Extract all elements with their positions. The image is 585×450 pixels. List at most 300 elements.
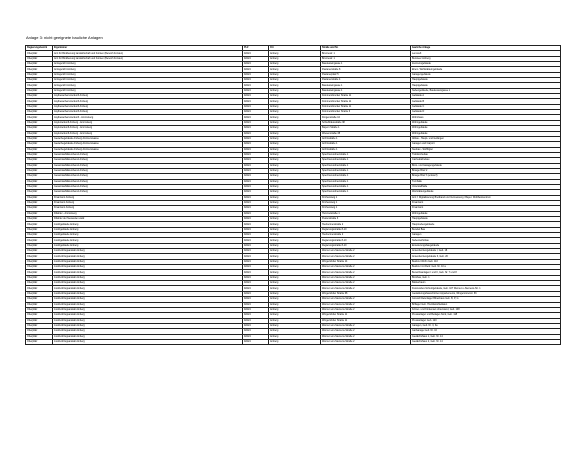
cell-regierungsbezirk: Oberpfalz bbox=[26, 259, 53, 264]
cell-regierungsbezirk: Oberpfalz bbox=[26, 99, 53, 104]
cell-plz: 92224 bbox=[243, 249, 269, 254]
cell-eigentuemer: Asylbewerberunterkunft Amberg bbox=[53, 99, 243, 104]
cell-bauliche-anlage: Gebäude A bbox=[411, 94, 561, 99]
cell-plz: 92224 bbox=[243, 126, 269, 131]
cell-ort: Amberg bbox=[269, 200, 321, 205]
cell-strasse: Wingershofer Straße 11 bbox=[321, 313, 411, 318]
cell-bauliche-anlage: Garbanage Geb. Nr. 16 bbox=[411, 329, 561, 334]
cell-plz: 92224 bbox=[243, 168, 269, 173]
header-eigentuemer: Eigentümer bbox=[53, 46, 243, 51]
cell-strasse: Kümmersbrucker Straße 11 bbox=[321, 104, 411, 109]
cell-bauliche-anlage: Trafoküchebau bbox=[411, 152, 561, 157]
cell-strasse: Werner-von-Siemens-Straße 2 bbox=[321, 281, 411, 286]
cell-regierungsbezirk: Oberpfalz bbox=[26, 286, 53, 291]
cell-ort: Amberg bbox=[269, 136, 321, 141]
cell-ort: Amberg bbox=[269, 243, 321, 248]
cell-strasse: Werner-von-Siemens-Straße 2 bbox=[321, 265, 411, 270]
cell-eigentuemer: Justizvollzugsanstalt Amberg bbox=[53, 318, 243, 323]
cell-bauliche-anlage: Brauge Brief 3 (entwurf) bbox=[411, 174, 561, 179]
cell-strasse: Paulanerplatz 5 bbox=[321, 72, 411, 77]
cell-ort: Amberg bbox=[269, 120, 321, 125]
cell-bauliche-anlage: Bunsteer Amberg bbox=[411, 56, 561, 61]
cell-plz: 92224 bbox=[243, 217, 269, 222]
cell-regierungsbezirk: Oberpfalz bbox=[26, 152, 53, 157]
cell-plz: 92224 bbox=[243, 291, 269, 296]
cell-ort: Amberg bbox=[269, 211, 321, 216]
cell-regierungsbezirk: Oberpfalz bbox=[26, 281, 53, 286]
cell-ort: Amberg bbox=[269, 233, 321, 238]
cell-bauliche-anlage: Garagen bbox=[411, 233, 561, 238]
cell-ort: Amberg bbox=[269, 291, 321, 296]
cell-bauliche-anlage: Hauptgebäude bbox=[411, 83, 561, 88]
cell-plz: 92224 bbox=[243, 152, 269, 157]
cell-plz: 92224 bbox=[243, 339, 269, 344]
cell-regierungsbezirk: Oberpfalz bbox=[26, 51, 53, 56]
cell-strasse: Drogenstraße 10 bbox=[321, 115, 411, 120]
cell-eigentuemer: Justizvollzugsanstalt Amberg bbox=[53, 323, 243, 328]
cell-bauliche-anlage: Wertstättengebäude bbox=[411, 190, 561, 195]
cell-plz: 92224 bbox=[243, 227, 269, 232]
cell-strasse: Bayern Straße 1 bbox=[321, 126, 411, 131]
cell-eigentuemer: Justizvollzugsanstalt Amberg bbox=[53, 254, 243, 259]
cell-bauliche-anlage: Bereichsanlagen I und II, Geb. Nr. 7 und 8 bbox=[411, 270, 561, 275]
cell-ort: Amberg bbox=[269, 158, 321, 163]
cell-eigentuemer: Gesamtaufklärerobereit Amberg bbox=[53, 158, 243, 163]
cell-strasse: Spechtenundnerstraße 1 bbox=[321, 190, 411, 195]
cell-regierungsbezirk: Oberpfalz bbox=[26, 211, 53, 216]
cell-regierungsbezirk: Oberpfalz bbox=[26, 217, 53, 222]
cell-ort: Amberg bbox=[269, 302, 321, 307]
cell-strasse: Brunnestr. 1 bbox=[321, 51, 411, 56]
buildings-table bbox=[25, 45, 561, 345]
cell-strasse: Kümmersbrucker Straße 6 bbox=[321, 110, 411, 115]
cell-bauliche-anlage: Bäckerbaum bbox=[411, 281, 561, 286]
cell-bauliche-anlage: Erweiterungsbaugebäude bbox=[411, 243, 561, 248]
cell-strasse: Werner-von-Siemens-Straße 2 bbox=[321, 297, 411, 302]
cell-plz: 92224 bbox=[243, 281, 269, 286]
cell-eigentuemer: Amtsgericht Amberg bbox=[53, 62, 243, 67]
cell-plz: 92224 bbox=[243, 104, 269, 109]
cell-bauliche-anlage: Besitzer mit Rettr. Geb. Nr. 10 a bbox=[411, 265, 561, 270]
cell-regierungsbezirk: Oberpfalz bbox=[26, 339, 53, 344]
cell-eigentuemer: Justizgebäude Amberg bbox=[53, 238, 243, 243]
cell-strasse: Baudesteingasse 1 bbox=[321, 88, 411, 93]
cell-bauliche-anlage: Pressanlager und Beilager-Nord, Geb. 118 bbox=[411, 313, 561, 318]
cell-regierungsbezirk: Oberpfalz bbox=[26, 136, 53, 141]
cell-bauliche-anlage: Wohngebäude bbox=[411, 211, 561, 216]
cell-bauliche-anlage: Besitzer Wohn Geb. 110 bbox=[411, 259, 561, 264]
cell-strasse: Kümmersbrucker Straße 11 bbox=[321, 99, 411, 104]
cell-bauliche-anlage: Büro- und Garagengebäude bbox=[411, 163, 561, 168]
cell-bauliche-anlage: Garagen und Carport bbox=[411, 142, 561, 147]
cell-bauliche-anlage: Pressanlager Geb. 120 bbox=[411, 318, 561, 323]
cell-bauliche-anlage: Wohngebäude bbox=[411, 131, 561, 136]
cell-ort: Amberg bbox=[269, 286, 321, 291]
cell-ort: Amberg bbox=[269, 270, 321, 275]
cell-bauliche-anlage: Körner- und Krnkensel-Unterstand, Geb. 108 bbox=[411, 307, 561, 312]
cell-bauliche-anlage: Turnhalle bbox=[411, 179, 561, 184]
cell-eigentuemer: Asylunterkunft Amberg - Ammstverg bbox=[53, 126, 243, 131]
cell-strasse: Heuhermenstraße 2 bbox=[321, 222, 411, 227]
cell-ort: Amberg bbox=[269, 281, 321, 286]
cell-plz: 92224 bbox=[243, 318, 269, 323]
cell-eigentuemer: Gewerbegebäude Amberg Amtmerswasse bbox=[53, 147, 243, 152]
cell-strasse: Werner-von-Siemens-Straße 2 bbox=[321, 286, 411, 291]
cell-strasse: Regierungsstraße 8-10 bbox=[321, 227, 411, 232]
cell-eigentuemer: Justizvollzugsanstalt Amberg bbox=[53, 270, 243, 275]
cell-regierungsbezirk: Oberpfalz bbox=[26, 318, 53, 323]
cell-strasse: Archivstraße 1 bbox=[321, 147, 411, 152]
table-row bbox=[26, 339, 561, 344]
cell-plz: 92224 bbox=[243, 78, 269, 83]
cell-ort: Amberg bbox=[269, 184, 321, 189]
cell-eigentuemer: Justizvollzugsanstalt Amberg bbox=[53, 259, 243, 264]
cell-regierungsbezirk: Oberpfalz bbox=[26, 67, 53, 72]
cell-strasse: Kümmersbrucker Straße 11 bbox=[321, 94, 411, 99]
cell-plz: 92224 bbox=[243, 222, 269, 227]
cell-ort: Amberg bbox=[269, 147, 321, 152]
cell-plz: 92224 bbox=[243, 302, 269, 307]
cell-plz: 92224 bbox=[243, 147, 269, 152]
cell-plz: 92224 bbox=[243, 99, 269, 104]
cell-regierungsbezirk: Oberpfalz bbox=[26, 275, 53, 280]
cell-ort: Amberg bbox=[269, 67, 321, 72]
cell-bauliche-anlage: Unterstellhalle bbox=[411, 184, 561, 189]
cell-plz: 92224 bbox=[243, 238, 269, 243]
cell-strasse: Paulanerstraße 8 bbox=[321, 67, 411, 72]
cell-bauliche-anlage: Ground Dielenlager Bibeshaus Geb. B, P, G bbox=[411, 297, 561, 302]
cell-eigentuemer: Justizvollzugsanstalt Amberg bbox=[53, 297, 243, 302]
cell-eigentuemer: Justizvollzugsanstalt Amberg bbox=[53, 275, 243, 280]
cell-regierungsbezirk: Oberpfalz bbox=[26, 233, 53, 238]
cell-strasse: Werner-von-Siemens-Straße 2 bbox=[321, 275, 411, 280]
cell-strasse: Hummelstraße 1 bbox=[321, 211, 411, 216]
cell-strasse: Wingershofer Straße 68 bbox=[321, 291, 411, 296]
cell-regierungsbezirk: Oberpfalz bbox=[26, 78, 53, 83]
cell-eigentuemer: Justizvollzugsanstalt Amberg bbox=[53, 286, 243, 291]
cell-strasse: Archivstraße 1 bbox=[321, 136, 411, 141]
cell-eigentuemer: Justizvollzugsanstalt Amberg bbox=[53, 334, 243, 339]
header-regierungsbezirk: Regierungsbezirk bbox=[26, 46, 53, 51]
cell-strasse: Werner-von-Siemens-Straße 2 bbox=[321, 307, 411, 312]
cell-bauliche-anlage: Nebengebäude, Baudesteingasse 1 bbox=[411, 88, 561, 93]
cell-eigentuemer: Justizgebäude Amberg bbox=[53, 243, 243, 248]
cell-bauliche-anlage: Brillager Geb. Hw-Maroshtellaten bbox=[411, 302, 561, 307]
cell-plz: 92224 bbox=[243, 270, 269, 275]
cell-bauliche-anlage: Garagengebäude bbox=[411, 72, 561, 77]
cell-plz: 92224 bbox=[243, 190, 269, 195]
cell-strasse: Heuhermenstraße 2 bbox=[321, 233, 411, 238]
cell-regierungsbezirk: Oberpfalz bbox=[26, 179, 53, 184]
cell-eigentuemer: Justizgebäude Amberg bbox=[53, 227, 243, 232]
cell-regierungsbezirk: Oberpfalz bbox=[26, 297, 53, 302]
cell-plz: 92224 bbox=[243, 88, 269, 93]
cell-bauliche-anlage: Wohngebäude bbox=[411, 120, 561, 125]
cell-ort: Amberg bbox=[269, 83, 321, 88]
cell-regierungsbezirk: Oberpfalz bbox=[26, 142, 53, 147]
cell-regierungsbezirk: Oberpfalz bbox=[26, 184, 53, 189]
cell-regierungsbezirk: Oberpfalz bbox=[26, 174, 53, 179]
cell-regierungsbezirk: Oberpfalz bbox=[26, 83, 53, 88]
cell-ort: Amberg bbox=[269, 323, 321, 328]
cell-ort: Amberg bbox=[269, 131, 321, 136]
cell-plz: 92224 bbox=[243, 115, 269, 120]
cell-eigentuemer: Justizvollzugsanstalt Amberg bbox=[53, 307, 243, 312]
cell-ort: Amberg bbox=[269, 99, 321, 104]
cell-eigentuemer: Asylbewerberunterkunft Amberg bbox=[53, 94, 243, 99]
cell-plz: 92224 bbox=[243, 179, 269, 184]
cell-strasse: Spechtenundnerstraße 1 bbox=[321, 184, 411, 189]
cell-regierungsbezirk: Oberpfalz bbox=[26, 110, 53, 115]
cell-strasse: Spechtenundnerstraße 1 bbox=[321, 152, 411, 157]
cell-ort: Amberg bbox=[269, 72, 321, 77]
header-bauliche-anlage: bauliche Anlage bbox=[411, 46, 561, 51]
cell-regierungsbezirk: Oberpfalz bbox=[26, 62, 53, 67]
cell-bauliche-anlage: Gewächshaus 1, Geb. Nr. 14 bbox=[411, 334, 561, 339]
cell-strasse: Kirchensteig 1 bbox=[321, 200, 411, 205]
cell-ort: Amberg bbox=[269, 238, 321, 243]
cell-eigentuemer: Justizvollzugsanstalt Amberg bbox=[53, 265, 243, 270]
cell-strasse: Baudesteingasse 1 bbox=[321, 83, 411, 88]
cell-ort: Amberg bbox=[269, 249, 321, 254]
cell-eigentuemer: Finanzamt Amberg bbox=[53, 195, 243, 200]
cell-regierungsbezirk: Oberpfalz bbox=[26, 88, 53, 93]
cell-regierungsbezirk: Oberpfalz bbox=[26, 72, 53, 77]
cell-eigentuemer: Amtsgericht Amberg bbox=[53, 67, 243, 72]
cell-eigentuemer: Justizvollzugsanstalt Amberg bbox=[53, 249, 243, 254]
cell-bauliche-anlage: Bürobau, Geb. 1 bbox=[411, 275, 561, 280]
cell-plz: 92224 bbox=[243, 131, 269, 136]
cell-ort: Amberg bbox=[269, 78, 321, 83]
cell-bauliche-anlage: Freistunden-Schutzgebäude, Geb. 107 Werner-v.-Siemens-Str. 1 bbox=[411, 286, 561, 291]
cell-ort: Amberg bbox=[269, 227, 321, 232]
header-plz: PLZ bbox=[243, 46, 269, 51]
cell-strasse: Spechtenundnerstraße 1 bbox=[321, 174, 411, 179]
cell-bauliche-anlage: Gebäude B bbox=[411, 99, 561, 104]
cell-eigentuemer: Gewerbegebäude Amberg Amtmerswasse bbox=[53, 142, 243, 147]
cell-plz: 92224 bbox=[243, 259, 269, 264]
cell-strasse: Archivstraße 1 bbox=[321, 142, 411, 147]
cell-regierungsbezirk: Oberpfalz bbox=[26, 313, 53, 318]
cell-eigentuemer: Gesamtaufklärerobereit Amberg bbox=[53, 163, 243, 168]
cell-regierungsbezirk: Oberpfalz bbox=[26, 238, 53, 243]
cell-eigentuemer: Justizgebäude Amberg bbox=[53, 233, 243, 238]
cell-plz: 92224 bbox=[243, 184, 269, 189]
cell-ort: Amberg bbox=[269, 222, 321, 227]
cell-regierungsbezirk: Oberpfalz bbox=[26, 270, 53, 275]
cell-ort: Amberg bbox=[269, 88, 321, 93]
cell-strasse: Spechtenundnerstraße 1 bbox=[321, 179, 411, 184]
cell-regierungsbezirk: Oberpfalz bbox=[26, 120, 53, 125]
cell-ort: Amberg bbox=[269, 51, 321, 56]
cell-ort: Amberg bbox=[269, 142, 321, 147]
cell-regierungsbezirk: Oberpfalz bbox=[26, 200, 53, 205]
cell-strasse: Kirchensteig 1 bbox=[321, 206, 411, 211]
cell-regierungsbezirk: Oberpfalz bbox=[26, 168, 53, 173]
cell-plz: 92224 bbox=[243, 313, 269, 318]
cell-strasse: Spechtenundnerstraße 1 bbox=[321, 163, 411, 168]
cell-plz: 92224 bbox=[243, 51, 269, 56]
cell-regierungsbezirk: Oberpfalz bbox=[26, 147, 53, 152]
cell-ort: Amberg bbox=[269, 152, 321, 157]
cell-strasse: Werner-von-Siemens-Straße 2 bbox=[321, 334, 411, 339]
cell-eigentuemer: Gesamtaufklärerobereit Amberg bbox=[53, 179, 243, 184]
cell-bauliche-anlage: Amt f. Digitalisierung Breitband und Vermessung / Bayer. Wohlfestzentrum bbox=[411, 195, 561, 200]
cell-ort: Amberg bbox=[269, 126, 321, 131]
cell-strasse: Baudesteingasse 1 bbox=[321, 62, 411, 67]
cell-strasse: Brunnestr. 1 bbox=[321, 56, 411, 61]
cell-eigentuemer: Justizvollzugsanstalt Amberg bbox=[53, 329, 243, 334]
cell-eigentuemer: Gesamtaufklärerobereit Amberg bbox=[53, 168, 243, 173]
cell-plz: 92224 bbox=[243, 142, 269, 147]
cell-ort: Amberg bbox=[269, 339, 321, 344]
cell-bauliche-anlage: Ehem. Wohlstätterngebäude bbox=[411, 67, 561, 72]
cell-plz: 92224 bbox=[243, 243, 269, 248]
cell-eigentuemer: Asylunterkunft Amberg - Ammstverg bbox=[53, 131, 243, 136]
cell-eigentuemer: Justizvollzugsanstalt Amberg bbox=[53, 291, 243, 296]
header-strasse: Straße und Nr. bbox=[321, 46, 411, 51]
cell-bauliche-anlage: Neubau - Stoffrigter bbox=[411, 147, 561, 152]
cell-strasse: Wiesenstraße 38 bbox=[321, 131, 411, 136]
cell-ort: Amberg bbox=[269, 307, 321, 312]
cell-plz: 92224 bbox=[243, 110, 269, 115]
cell-regierungsbezirk: Oberpfalz bbox=[26, 227, 53, 232]
cell-bauliche-anlage: Ansenderniengebäude I, Geb. 18 bbox=[411, 249, 561, 254]
cell-regierungsbezirk: Oberpfalz bbox=[26, 115, 53, 120]
cell-ort: Amberg bbox=[269, 56, 321, 61]
cell-ort: Amberg bbox=[269, 110, 321, 115]
cell-plz: 92224 bbox=[243, 158, 269, 163]
cell-strasse: Regierungsstraße 8-10 bbox=[321, 238, 411, 243]
cell-ort: Amberg bbox=[269, 115, 321, 120]
cell-regierungsbezirk: Oberpfalz bbox=[26, 190, 53, 195]
cell-regierungsbezirk: Oberpfalz bbox=[26, 126, 53, 131]
cell-plz: 92224 bbox=[243, 62, 269, 67]
cell-eigentuemer: Amtsgericht Amberg bbox=[53, 72, 243, 77]
cell-plz: 92224 bbox=[243, 334, 269, 339]
cell-bauliche-anlage: Ansenderniengebäude II, Geb. 20 bbox=[411, 254, 561, 259]
cell-eigentuemer: Finanzamt Amberg bbox=[53, 200, 243, 205]
cell-ort: Amberg bbox=[269, 265, 321, 270]
cell-regierungsbezirk: Oberpfalz bbox=[26, 163, 53, 168]
cell-eigentuemer: Justizvollzugsanstalt Amberg bbox=[53, 313, 243, 318]
cell-ort: Amberg bbox=[269, 174, 321, 179]
cell-ort: Amberg bbox=[269, 313, 321, 318]
cell-eigentuemer: Asylbewerberunterkunft - Ammstverg bbox=[53, 115, 243, 120]
cell-strasse: Wingershofer Straße 11 bbox=[321, 318, 411, 323]
cell-bauliche-anlage: Brauge Brief 2 bbox=[411, 168, 561, 173]
cell-plz: 92224 bbox=[243, 94, 269, 99]
cell-eigentuemer: Amt für Bindbenung landwirtschaft und Forsten (Bereich Forsten) bbox=[53, 51, 243, 56]
cell-plz: 92224 bbox=[243, 297, 269, 302]
cell-ort: Amberg bbox=[269, 318, 321, 323]
cell-ort: Amberg bbox=[269, 104, 321, 109]
cell-eigentuemer: Amt für Bindbenung landwirtschaft und Forsten (Bereich Forsten) bbox=[53, 56, 243, 61]
cell-eigentuemer: Gesamtaufklärerobereit Amberg bbox=[53, 152, 243, 157]
cell-bauliche-anlage: Altbau - Haupt- und Gefängen bbox=[411, 136, 561, 141]
cell-strasse: Spechtenundnerstraße 1 bbox=[321, 158, 411, 163]
cell-regierungsbezirk: Oberpfalz bbox=[26, 254, 53, 259]
cell-plz: 92224 bbox=[243, 211, 269, 216]
cell-eigentuemer: Justizvollzugsanstalt Amberg bbox=[53, 302, 243, 307]
cell-eigentuemer: Justizvollzugsanstalt Amberg bbox=[53, 339, 243, 344]
cell-plz: 92224 bbox=[243, 83, 269, 88]
cell-bauliche-anlage: Garagen, Geb. Nr. 3, 3a bbox=[411, 323, 561, 328]
cell-regierungsbezirk: Oberpfalz bbox=[26, 206, 53, 211]
cell-regierungsbezirk: Oberpfalz bbox=[26, 323, 53, 328]
cell-plz: 92224 bbox=[243, 323, 269, 328]
cell-plz: 92224 bbox=[243, 206, 269, 211]
cell-plz: 92224 bbox=[243, 275, 269, 280]
cell-eigentuemer: Asylbewerberunterkunft Amberg bbox=[53, 110, 243, 115]
cell-bauliche-anlage: Finanzamt bbox=[411, 200, 561, 205]
cell-bauliche-anlage: Cacheküchebau bbox=[411, 158, 561, 163]
cell-plz: 92224 bbox=[243, 233, 269, 238]
cell-strasse: Paulanerstraße 4 bbox=[321, 78, 411, 83]
cell-bauliche-anlage: Hauptnebengebäude bbox=[411, 222, 561, 227]
cell-ort: Amberg bbox=[269, 334, 321, 339]
cell-regierungsbezirk: Oberpfalz bbox=[26, 104, 53, 109]
cell-strasse: Werner-von-Siemens-Straße 2 bbox=[321, 329, 411, 334]
cell-ort: Amberg bbox=[269, 329, 321, 334]
cell-eigentuemer: Amtsgericht Amberg bbox=[53, 88, 243, 93]
cell-ort: Amberg bbox=[269, 179, 321, 184]
header-ort: Ort bbox=[269, 46, 321, 51]
cell-eigentuemer: Finanzamt Amberg bbox=[53, 206, 243, 211]
cell-regierungsbezirk: Oberpfalz bbox=[26, 56, 53, 61]
cell-regierungsbezirk: Oberpfalz bbox=[26, 291, 53, 296]
cell-strasse: Schießhäusstraße 38 bbox=[321, 120, 411, 125]
cell-plz: 92224 bbox=[243, 72, 269, 77]
cell-regierungsbezirk: Oberpfalz bbox=[26, 249, 53, 254]
cell-ort: Amberg bbox=[269, 275, 321, 280]
cell-eigentuemer: Asylunterkunft Amberg - Ammstverg bbox=[53, 120, 243, 125]
cell-eigentuemer: Amtsgericht Amberg bbox=[53, 78, 243, 83]
cell-strasse: Regierungsstraße 8-10 bbox=[321, 243, 411, 248]
cell-eigentuemer: Justizvollzugsanstalt Amberg bbox=[53, 281, 243, 286]
cell-ort: Amberg bbox=[269, 259, 321, 264]
cell-bauliche-anlage: Hauptgebäude bbox=[411, 78, 561, 83]
cell-plz: 92224 bbox=[243, 254, 269, 259]
cell-plz: 92224 bbox=[243, 195, 269, 200]
cell-plz: 92224 bbox=[243, 307, 269, 312]
cell-bauliche-anlage: Gebäude D bbox=[411, 110, 561, 115]
cell-plz: 92224 bbox=[243, 265, 269, 270]
cell-plz: 92224 bbox=[243, 163, 269, 168]
cell-ort: Amberg bbox=[269, 94, 321, 99]
cell-strasse: Werner-von-Siemens-Straße 2 bbox=[321, 302, 411, 307]
cell-eigentuemer: Justizgebäude Amberg bbox=[53, 222, 243, 227]
cell-ort: Amberg bbox=[269, 297, 321, 302]
cell-bauliche-anlage: Wohngebäude bbox=[411, 126, 561, 131]
cell-eigentuemer: Gesamtaufklärerobereit Amberg bbox=[53, 184, 243, 189]
cell-plz: 92224 bbox=[243, 174, 269, 179]
cell-ort: Amberg bbox=[269, 217, 321, 222]
cell-plz: 92224 bbox=[243, 286, 269, 291]
cell-regierungsbezirk: Oberpfalz bbox=[26, 265, 53, 270]
cell-eigentuemer: Gesamtaufklärerobereit Amberg bbox=[53, 190, 243, 195]
cell-strasse: Werner-von-Siemens-Straße 2 bbox=[321, 270, 411, 275]
cell-regierungsbezirk: Oberpfalz bbox=[26, 195, 53, 200]
cell-ort: Amberg bbox=[269, 206, 321, 211]
cell-ort: Amberg bbox=[269, 254, 321, 259]
cell-ort: Amberg bbox=[269, 62, 321, 67]
cell-eigentuemer: Filtahler - Ammstverg bbox=[53, 211, 243, 216]
cell-eigentuemer: Amtsgericht Amberg bbox=[53, 83, 243, 88]
cell-regierungsbezirk: Oberpfalz bbox=[26, 243, 53, 248]
cell-bauliche-anlage: Bereitel Bau bbox=[411, 227, 561, 232]
cell-strasse: Werner-von-Siemens-Straße 2 bbox=[321, 254, 411, 259]
